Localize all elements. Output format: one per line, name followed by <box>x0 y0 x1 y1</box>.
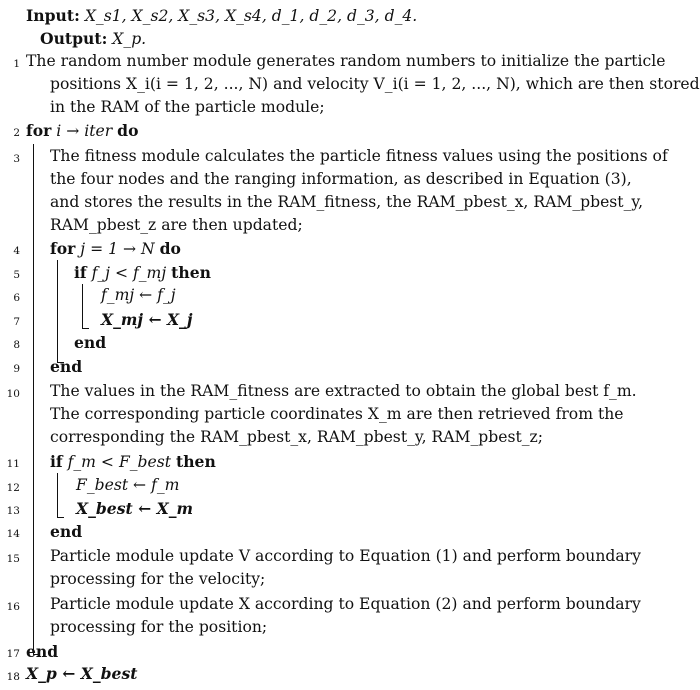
line-number: 4 <box>13 245 20 257</box>
keyword-if: if <box>50 452 63 471</box>
output-var: X_p. <box>112 30 147 48</box>
if-header <box>74 261 211 286</box>
keyword-then: then <box>176 452 216 471</box>
inner-for-rule <box>57 260 58 362</box>
line-number: 13 <box>6 505 20 517</box>
if-header <box>50 450 216 475</box>
line-text: in the RAM of the particle module; <box>50 98 325 116</box>
input-vars: X_s1, X_s2, X_s3, X_s4, d_1, d_2, d_3, d_4. <box>84 7 418 25</box>
line-number: 12 <box>6 482 20 494</box>
keyword-end: end <box>50 522 83 541</box>
final-assignment: X_p ← X_best <box>26 664 138 683</box>
input-label: Input: <box>26 6 80 25</box>
inner-for-header <box>50 237 181 262</box>
line-text: Particle module update X according to Equation (2) and perform boundary <box>50 595 641 613</box>
if-block-hook <box>82 328 89 329</box>
loop-range: i → iter <box>56 122 113 140</box>
line-text: Particle module update V according to Equation (1) and perform boundary <box>50 547 641 565</box>
keyword-for: for <box>26 121 52 140</box>
line-number: 17 <box>6 648 20 660</box>
line-number: 15 <box>6 553 20 565</box>
line-text: and stores the results in the RAM_fitness, the RAM_pbest_x, RAM_pbest_y, <box>50 193 644 211</box>
loop-range: j = 1 → N <box>80 240 155 258</box>
line-text: corresponding the RAM_pbest_x, RAM_pbest_y, RAM_pbest_z; <box>50 428 544 446</box>
if-condition: f_m < F_best <box>67 453 172 471</box>
line-number: 6 <box>13 292 20 304</box>
line-number: 11 <box>6 458 20 470</box>
if-block-rule <box>57 473 58 517</box>
line-text: processing for the velocity; <box>50 570 266 588</box>
for-block-rule <box>33 144 34 654</box>
line-text: the four nodes and the ranging information, as described in Equation (3), <box>50 170 632 188</box>
keyword-if: if <box>74 263 87 282</box>
line-number: 9 <box>13 363 20 375</box>
keyword-end: end <box>26 642 59 661</box>
line-number: 1 <box>13 58 20 70</box>
line-text: The corresponding particle coordinates X_m are then retrieved from the <box>50 405 624 423</box>
line-number: 2 <box>13 127 20 139</box>
assignment: X_best ← X_m <box>76 499 194 518</box>
line-number: 8 <box>13 339 20 351</box>
assignment: f_mj ← f_j <box>101 286 176 304</box>
keyword-do: do <box>159 239 181 258</box>
keyword-do: do <box>117 121 139 140</box>
if-condition: f_j < f_mj <box>91 264 167 282</box>
keyword-for: for <box>50 239 76 258</box>
keyword-end: end <box>50 357 83 376</box>
output-label: Output: <box>40 29 108 48</box>
if-block-rule <box>82 284 83 328</box>
line-text: The fitness module calculates the particle fitness values using the positions of <box>50 147 668 165</box>
line-number: 18 <box>6 671 20 683</box>
input-line <box>26 4 417 29</box>
line-text: RAM_pbest_z are then updated; <box>50 216 303 234</box>
line-text: positions X_i(i = 1, 2, ..., N) and velocity V_i(i = 1, 2, ..., N), which are then stored <box>50 75 700 93</box>
line-number: 5 <box>13 269 20 281</box>
line-number: 16 <box>6 601 20 613</box>
keyword-end: end <box>74 333 107 352</box>
output-line <box>40 27 146 52</box>
line-text: processing for the position; <box>50 618 268 636</box>
line-text: The values in the RAM_fitness are extracted to obtain the global best f_m. <box>50 382 637 400</box>
if-block-hook <box>57 517 64 518</box>
for-loop-header <box>26 119 138 144</box>
line-number: 14 <box>6 528 20 540</box>
line-number: 7 <box>13 316 20 328</box>
keyword-then: then <box>171 263 211 282</box>
line-number: 10 <box>6 388 20 400</box>
line-text: The random number module generates random numbers to initialize the particle <box>26 52 666 70</box>
line-number: 3 <box>13 153 20 165</box>
assignment: F_best ← f_m <box>76 476 180 494</box>
assignment: X_mj ← X_j <box>101 310 193 329</box>
